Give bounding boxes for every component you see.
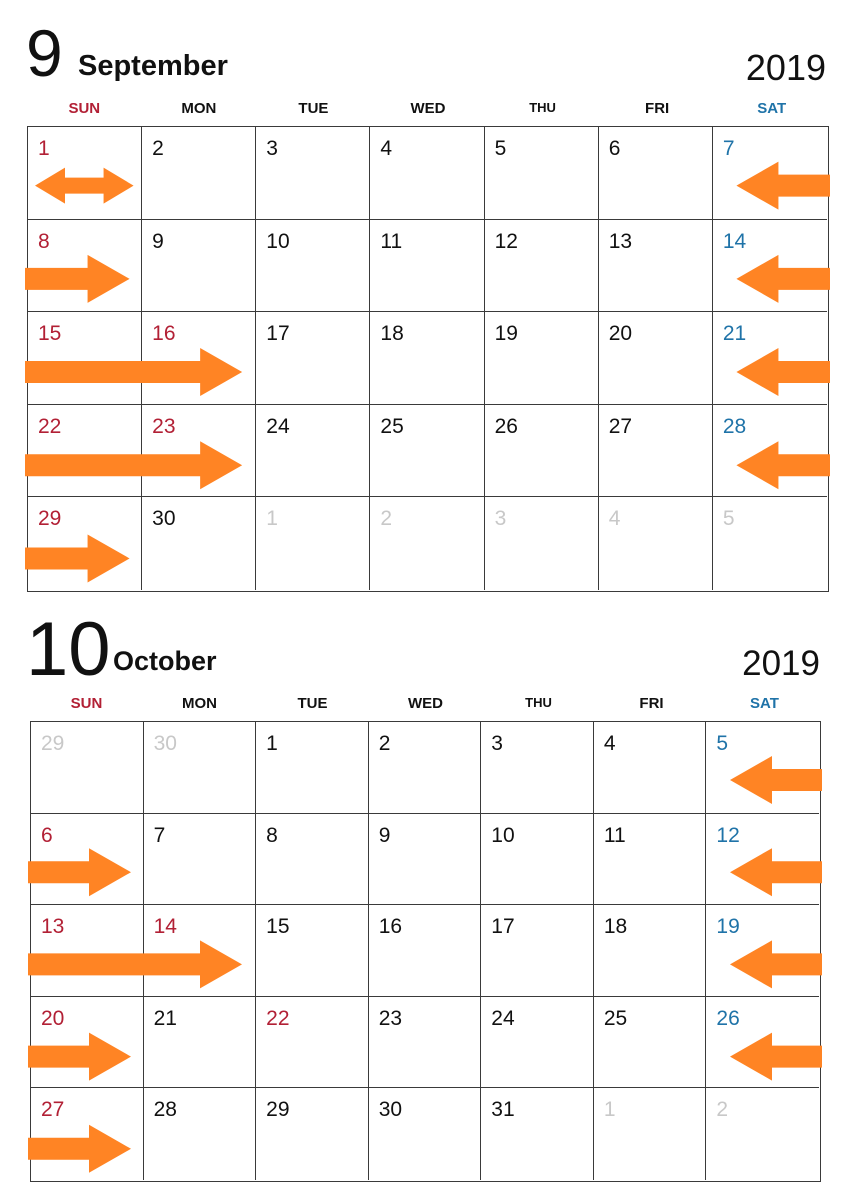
day-cell[interactable] — [369, 1088, 482, 1180]
day-number: 9 — [152, 229, 164, 253]
day-cell[interactable] — [144, 814, 257, 906]
day-number: 2 — [378, 732, 391, 755]
day-number: 8 — [38, 229, 50, 253]
day-number: 20 — [608, 322, 633, 346]
day-number: 6 — [41, 823, 53, 847]
day-cell[interactable] — [485, 405, 599, 498]
day-cell[interactable] — [256, 814, 369, 906]
weekday-header-tue: TUE — [298, 100, 329, 117]
day-number: 12 — [494, 229, 518, 253]
day-cell[interactable] — [256, 220, 370, 313]
day-number: 27 — [41, 1098, 65, 1122]
day-cell[interactable] — [481, 1088, 594, 1180]
day-number: 30 — [152, 507, 176, 531]
day-cell[interactable] — [599, 312, 713, 405]
day-cell[interactable] — [594, 722, 707, 814]
day-cell[interactable] — [142, 405, 256, 498]
day-number: 2 — [380, 507, 393, 531]
day-number: 1 — [266, 732, 278, 755]
day-number: 24 — [491, 1006, 515, 1030]
day-cell[interactable] — [481, 997, 594, 1089]
weekday-header-thu: THU — [525, 695, 552, 710]
day-number: 3 — [491, 732, 503, 755]
weekday-header-tue: TUE — [297, 695, 328, 712]
day-cell[interactable] — [481, 905, 594, 997]
weekday-header-sat: SAT — [750, 695, 779, 712]
day-cell[interactable] — [599, 127, 713, 220]
day-number: 7 — [722, 137, 735, 160]
day-number: 19 — [494, 322, 518, 346]
day-cell[interactable] — [28, 497, 142, 590]
day-number: 18 — [603, 915, 628, 939]
month-number: 10 — [26, 607, 111, 692]
day-number: 8 — [266, 823, 278, 847]
weekday-header-fri: FRI — [645, 100, 670, 117]
day-number: 29 — [38, 507, 62, 531]
day-cell[interactable] — [256, 312, 370, 405]
day-cell[interactable] — [594, 997, 707, 1089]
weekday-header-mon: MON — [182, 695, 217, 712]
day-cell[interactable] — [28, 405, 142, 498]
day-cell[interactable] — [142, 220, 256, 313]
day-number: 16 — [152, 322, 176, 346]
day-number: 11 — [380, 229, 403, 253]
day-cell[interactable] — [369, 997, 482, 1089]
day-cell[interactable] — [256, 905, 369, 997]
day-number: 12 — [716, 823, 740, 847]
year-label: 2019 — [742, 644, 820, 683]
day-cell[interactable] — [594, 1088, 707, 1180]
day-cell[interactable] — [485, 497, 599, 590]
day-cell[interactable] — [369, 722, 482, 814]
month-name: October — [113, 646, 217, 676]
weekday-header-sat: SAT — [757, 100, 787, 117]
day-number: 26 — [494, 414, 518, 438]
day-number: 6 — [608, 137, 621, 160]
day-number: 18 — [380, 322, 404, 346]
day-cell[interactable] — [31, 997, 144, 1089]
day-cell[interactable] — [144, 905, 257, 997]
day-cell[interactable] — [256, 405, 370, 498]
day-cell[interactable] — [370, 220, 484, 313]
day-number: 24 — [266, 414, 290, 438]
day-cell[interactable] — [142, 127, 256, 220]
day-number: 16 — [378, 915, 403, 939]
day-cell[interactable] — [485, 127, 599, 220]
day-number: 19 — [716, 915, 740, 939]
day-number: 21 — [153, 1006, 177, 1030]
day-number: 5 — [716, 732, 729, 755]
day-number: 4 — [608, 507, 621, 531]
day-cell[interactable] — [256, 127, 370, 220]
weekday-header-sun: SUN — [68, 100, 101, 117]
weekday-header-mon: MON — [181, 100, 217, 117]
day-number: 3 — [266, 137, 278, 160]
calendar-grid — [30, 721, 821, 1182]
day-cell[interactable] — [256, 1088, 369, 1180]
day-cell[interactable] — [706, 1088, 819, 1180]
day-number: 15 — [266, 915, 290, 939]
day-cell[interactable] — [142, 497, 256, 590]
day-cell[interactable] — [706, 997, 819, 1089]
weekday-header-fri: FRI — [639, 695, 664, 712]
day-cell[interactable] — [144, 997, 257, 1089]
day-number: 23 — [378, 1006, 403, 1030]
day-cell[interactable] — [31, 1088, 144, 1180]
day-number: 10 — [266, 229, 290, 253]
day-cell[interactable] — [594, 905, 707, 997]
day-number: 31 — [491, 1098, 515, 1122]
day-number: 29 — [266, 1098, 290, 1122]
day-number: 25 — [380, 414, 404, 438]
day-cell[interactable] — [370, 405, 484, 498]
day-cell[interactable] — [713, 497, 827, 590]
day-number: 4 — [380, 137, 393, 160]
day-cell[interactable] — [256, 997, 369, 1089]
day-number: 28 — [153, 1098, 177, 1122]
day-cell[interactable] — [370, 497, 484, 590]
day-cell[interactable] — [485, 312, 599, 405]
day-number: 10 — [491, 823, 515, 847]
day-cell[interactable] — [481, 814, 594, 906]
day-cell[interactable] — [370, 127, 484, 220]
day-number: 30 — [153, 732, 177, 755]
year-label: 2019 — [745, 47, 826, 88]
day-number: 14 — [153, 915, 177, 939]
day-cell[interactable] — [599, 497, 713, 590]
day-cell[interactable] — [713, 312, 827, 405]
day-cell[interactable] — [144, 1088, 257, 1180]
day-cell[interactable] — [370, 312, 484, 405]
weekday-header-sun: SUN — [70, 695, 103, 712]
day-number: 27 — [608, 414, 633, 438]
day-number: 5 — [722, 507, 735, 531]
day-cell[interactable] — [28, 312, 142, 405]
day-cell[interactable] — [481, 722, 594, 814]
weekday-header-thu: THU — [529, 100, 556, 115]
day-number: 14 — [722, 229, 747, 253]
day-cell[interactable] — [28, 220, 142, 313]
day-number: 29 — [41, 732, 65, 755]
day-cell[interactable] — [256, 497, 370, 590]
day-number: 17 — [491, 915, 515, 939]
day-number: 5 — [494, 137, 507, 160]
weekday-header-wed: WED — [410, 100, 446, 117]
day-number: 9 — [378, 823, 391, 847]
calendar-grid — [27, 126, 829, 592]
day-cell[interactable] — [31, 905, 144, 997]
day-cell[interactable] — [599, 405, 713, 498]
day-cell[interactable] — [369, 905, 482, 997]
day-number: 2 — [152, 137, 164, 160]
day-cell[interactable] — [713, 127, 827, 220]
day-number: 11 — [603, 823, 626, 847]
day-cell[interactable] — [369, 814, 482, 906]
weekday-header-wed: WED — [408, 695, 443, 712]
day-cell[interactable] — [594, 814, 707, 906]
day-number: 2 — [716, 1098, 729, 1122]
day-cell[interactable] — [485, 220, 599, 313]
day-number: 22 — [38, 414, 62, 438]
day-cell[interactable] — [599, 220, 713, 313]
day-cell[interactable] — [142, 312, 256, 405]
day-number: 20 — [41, 1006, 65, 1030]
day-number: 25 — [603, 1006, 628, 1030]
day-cell[interactable] — [713, 405, 827, 498]
day-number: 4 — [603, 732, 616, 755]
day-number: 21 — [722, 322, 747, 346]
day-number: 17 — [266, 322, 290, 346]
day-number: 1 — [603, 1098, 616, 1122]
day-number: 28 — [722, 414, 747, 438]
day-cell[interactable] — [31, 722, 144, 814]
day-cell[interactable] — [706, 814, 819, 906]
day-number: 22 — [266, 1006, 290, 1030]
day-number: 1 — [266, 507, 278, 531]
day-number: 3 — [494, 507, 507, 531]
month-number: 9 — [26, 16, 63, 90]
day-cell[interactable] — [713, 220, 827, 313]
day-cell[interactable] — [706, 905, 819, 997]
day-number: 26 — [716, 1006, 740, 1030]
day-cell[interactable] — [31, 814, 144, 906]
day-cell[interactable] — [706, 722, 819, 814]
day-number: 30 — [378, 1098, 403, 1122]
day-number: 1 — [38, 137, 50, 160]
day-number: 13 — [41, 915, 65, 939]
day-number: 13 — [608, 229, 633, 253]
day-cell[interactable] — [28, 127, 142, 220]
day-number: 23 — [152, 414, 176, 438]
day-cell[interactable] — [144, 722, 257, 814]
month-name: September — [78, 50, 228, 82]
day-number: 15 — [38, 322, 62, 346]
day-cell[interactable] — [256, 722, 369, 814]
day-number: 7 — [153, 823, 166, 847]
